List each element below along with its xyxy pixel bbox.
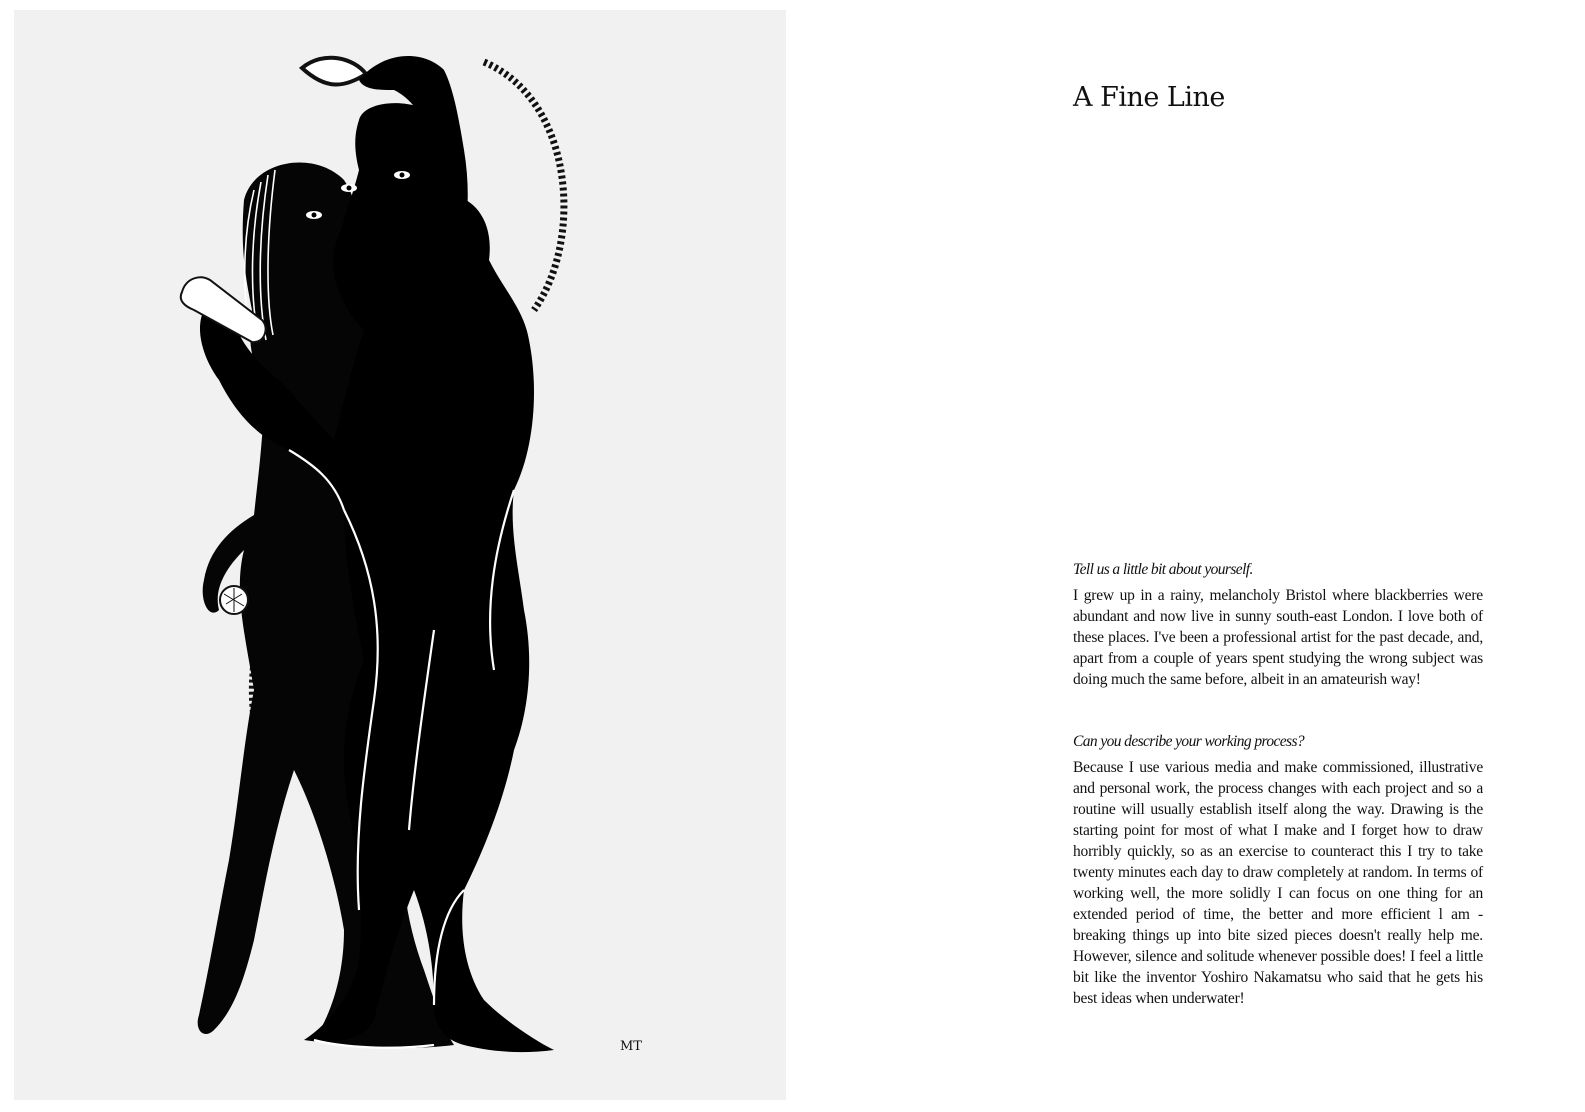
article-title: A Fine Line bbox=[1073, 82, 1225, 113]
interview-block bbox=[1073, 561, 1483, 690]
illustration-svg bbox=[14, 10, 786, 1100]
interview-question: Can you describe your working process? bbox=[1073, 733, 1305, 750]
interview-answer: Because I use various media and make commissioned, illustrative and personal work, the process changes with each project and so a routine will usually establish itself along the way. Drawing is the starting point for most of what I make and I forget how to draw horribly quickly, so as an exercise to counteract this I try to take twenty minutes each day to draw completely at random. In terms of working well, the more solidly I can focus on one thing for an extended period of time, the better and more efficient l am - breaking things up into bite sized pieces doesn't really help me. However, silence and solitude whenever possible does! I feel a little bit like the inventor Yoshiro Nakamatsu who said that he gets his best ideas when underwater! bbox=[1073, 759, 1483, 1007]
artist-monogram: MT bbox=[620, 1039, 642, 1054]
text-page bbox=[1073, 0, 1483, 1112]
interview-question: Tell us a little bit about yourself. bbox=[1073, 561, 1253, 578]
interview-block bbox=[1073, 733, 1483, 1009]
rope-handle bbox=[302, 58, 366, 85]
illustration-two-figures bbox=[14, 10, 786, 1100]
interview-answer: I grew up in a rainy, melancholy Bristol where blackberries were abundant and now live in sunny south-east London. I love both of these places. I've been a professional artist for the past decade, and, apart from a couple of years spent studying the wrong subject was doing much the same before, albeit in an amateurish way! bbox=[1073, 587, 1483, 688]
rope-right bbox=[484, 62, 564, 310]
